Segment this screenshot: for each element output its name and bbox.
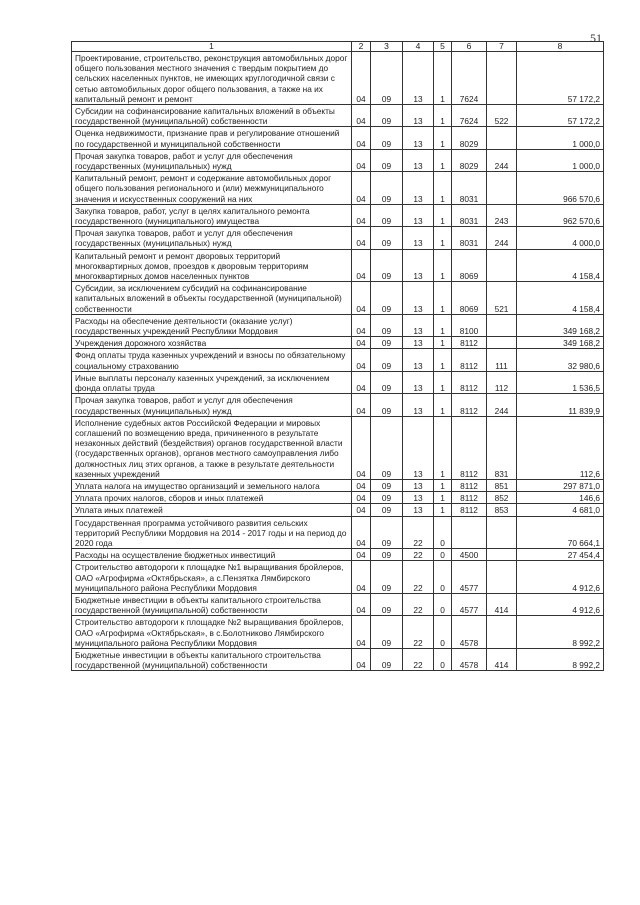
row-code-c7 [487, 616, 517, 649]
row-code-c6: 8031 [452, 227, 487, 249]
row-amount: 4 158,4 [517, 249, 604, 282]
row-code-c2: 04 [352, 416, 371, 479]
row-code-c5: 0 [434, 561, 452, 594]
row-amount: 297 871,0 [517, 479, 604, 491]
row-code-c4: 13 [403, 492, 434, 504]
row-amount: 349 168,2 [517, 314, 604, 336]
row-code-c6: 7624 [452, 105, 487, 127]
table-row [72, 549, 604, 561]
row-description: Фонд оплаты труда казенных учреждений и взносы по обязательному социальному страхованию [72, 349, 352, 371]
row-description: Оценка недвижимости, признание прав и регулирование отношений по государственной и муниципальной собственности [72, 127, 352, 149]
budget-table [71, 41, 604, 671]
row-code-c4: 13 [403, 371, 434, 393]
row-code-c4: 13 [403, 337, 434, 349]
row-amount: 966 570,6 [517, 172, 604, 205]
row-code-c2: 04 [352, 149, 371, 171]
table-row [72, 204, 604, 226]
row-code-c2: 04 [352, 648, 371, 670]
header-cell: 5 [434, 42, 452, 52]
row-code-c4: 22 [403, 648, 434, 670]
row-amount: 8 992,2 [517, 616, 604, 649]
row-code-c3: 09 [371, 616, 403, 649]
row-code-c7 [487, 52, 517, 105]
row-code-c6: 8112 [452, 504, 487, 516]
row-code-c2: 04 [352, 394, 371, 416]
row-code-c3: 09 [371, 371, 403, 393]
row-code-c2: 04 [352, 227, 371, 249]
row-amount: 349 168,2 [517, 337, 604, 349]
row-code-c2: 04 [352, 204, 371, 226]
row-code-c3: 09 [371, 504, 403, 516]
row-code-c5: 0 [434, 648, 452, 670]
row-code-c4: 13 [403, 105, 434, 127]
row-code-c6 [452, 516, 487, 549]
row-code-c7 [487, 516, 517, 549]
row-code-c7: 851 [487, 479, 517, 491]
row-code-c4: 13 [403, 149, 434, 171]
header-cell: 7 [487, 42, 517, 52]
row-code-c5: 1 [434, 127, 452, 149]
row-description: Строительство автодороги к площадке №2 выращивания бройлеров, ОАО «Агрофирма «Октябрьская», в с.Болотниково Лямбирского муниципального района Республики Мордовия [72, 616, 352, 649]
row-code-c5: 1 [434, 282, 452, 315]
table-row [72, 516, 604, 549]
row-code-c4: 13 [403, 349, 434, 371]
row-code-c3: 09 [371, 249, 403, 282]
row-code-c3: 09 [371, 648, 403, 670]
row-amount: 57 172,2 [517, 52, 604, 105]
table-row [72, 648, 604, 670]
row-code-c6: 8112 [452, 349, 487, 371]
row-code-c3: 09 [371, 204, 403, 226]
row-amount: 4 681,0 [517, 504, 604, 516]
row-code-c2: 04 [352, 127, 371, 149]
row-code-c3: 09 [371, 172, 403, 205]
row-code-c5: 1 [434, 149, 452, 171]
row-code-c6: 8100 [452, 314, 487, 336]
row-code-c4: 22 [403, 516, 434, 549]
row-code-c3: 09 [371, 349, 403, 371]
row-code-c3: 09 [371, 416, 403, 479]
row-description: Уплата прочих налогов, сборов и иных платежей [72, 492, 352, 504]
row-code-c6: 8112 [452, 479, 487, 491]
row-amount: 8 992,2 [517, 648, 604, 670]
row-code-c3: 09 [371, 337, 403, 349]
row-code-c6: 8112 [452, 416, 487, 479]
row-amount: 4 000,0 [517, 227, 604, 249]
row-amount: 112,6 [517, 416, 604, 479]
row-code-c2: 04 [352, 282, 371, 315]
row-code-c5: 0 [434, 549, 452, 561]
row-description: Расходы на обеспечение деятельности (оказание услуг) государственных учреждений Республики Мордовия [72, 314, 352, 336]
row-code-c4: 22 [403, 616, 434, 649]
row-code-c7 [487, 172, 517, 205]
header-cell: 1 [72, 42, 352, 52]
table-row [72, 337, 604, 349]
table-row [72, 172, 604, 205]
row-code-c7: 243 [487, 204, 517, 226]
header-cell: 3 [371, 42, 403, 52]
row-code-c5: 0 [434, 616, 452, 649]
row-code-c4: 13 [403, 394, 434, 416]
row-description: Прочая закупка товаров, работ и услуг для обеспечения государственных (муниципальных) нужд [72, 227, 352, 249]
row-code-c3: 09 [371, 314, 403, 336]
row-code-c3: 09 [371, 127, 403, 149]
header-cell: 2 [352, 42, 371, 52]
table-row [72, 371, 604, 393]
row-code-c7: 414 [487, 593, 517, 615]
row-code-c7: 831 [487, 416, 517, 479]
row-code-c2: 04 [352, 105, 371, 127]
table-row [72, 561, 604, 594]
table-row [72, 349, 604, 371]
row-code-c5: 1 [434, 504, 452, 516]
row-code-c6: 7624 [452, 52, 487, 105]
row-code-c6: 8029 [452, 149, 487, 171]
row-code-c2: 04 [352, 52, 371, 105]
row-code-c5: 1 [434, 52, 452, 105]
row-description: Государственная программа устойчивого развития сельских территорий Республики Мордовия на 2014 - 2017 годы и на период до 2020 года [72, 516, 352, 549]
row-amount: 1 000,0 [517, 149, 604, 171]
row-code-c6: 8069 [452, 249, 487, 282]
row-code-c2: 04 [352, 172, 371, 205]
row-amount: 146,6 [517, 492, 604, 504]
row-amount: 4 912,6 [517, 593, 604, 615]
row-code-c5: 1 [434, 227, 452, 249]
table-row [72, 416, 604, 479]
table-row [72, 105, 604, 127]
row-code-c2: 04 [352, 337, 371, 349]
row-code-c2: 04 [352, 371, 371, 393]
row-amount: 1 536,5 [517, 371, 604, 393]
row-code-c6: 4577 [452, 593, 487, 615]
table-row [72, 314, 604, 336]
row-code-c5: 1 [434, 337, 452, 349]
row-code-c4: 13 [403, 227, 434, 249]
row-code-c4: 13 [403, 52, 434, 105]
row-code-c4: 22 [403, 549, 434, 561]
row-amount: 11 839,9 [517, 394, 604, 416]
row-code-c5: 1 [434, 204, 452, 226]
row-code-c5: 1 [434, 371, 452, 393]
row-code-c4: 13 [403, 479, 434, 491]
row-code-c2: 04 [352, 349, 371, 371]
table-row [72, 127, 604, 149]
row-code-c3: 09 [371, 52, 403, 105]
row-amount: 70 664,1 [517, 516, 604, 549]
row-amount: 4 912,6 [517, 561, 604, 594]
row-code-c5: 1 [434, 172, 452, 205]
row-code-c2: 04 [352, 504, 371, 516]
row-code-c6: 4577 [452, 561, 487, 594]
row-code-c5: 0 [434, 593, 452, 615]
header-cell: 6 [452, 42, 487, 52]
row-code-c3: 09 [371, 282, 403, 315]
table-row [72, 52, 604, 105]
row-description: Учреждения дорожного хозяйства [72, 337, 352, 349]
row-description: Бюджетные инвестиции в объекты капитального строительства государственной (муниципальной) собственности [72, 593, 352, 615]
row-code-c2: 04 [352, 593, 371, 615]
row-code-c7 [487, 249, 517, 282]
row-description: Прочая закупка товаров, работ и услуг для обеспечения государственных (муниципальных) нужд [72, 149, 352, 171]
row-code-c4: 13 [403, 416, 434, 479]
row-code-c4: 13 [403, 172, 434, 205]
row-description: Уплата налога на имущество организаций и земельного налога [72, 479, 352, 491]
row-code-c6: 4578 [452, 616, 487, 649]
row-code-c7: 852 [487, 492, 517, 504]
row-amount: 32 980,6 [517, 349, 604, 371]
row-description: Субсидии на софинансирование капитальных вложений в объекты государственной (муниципальной) собственности [72, 105, 352, 127]
row-code-c2: 04 [352, 314, 371, 336]
row-code-c3: 09 [371, 394, 403, 416]
table-row [72, 394, 604, 416]
row-code-c3: 09 [371, 516, 403, 549]
row-description: Исполнение судебных актов Российской Федерации и мировых соглашений по возмещению вреда, причиненного в результате незаконных действий (бездействия) органов государственной власти (государственных органов), органов местного самоуправления либо должностных лиц этих органов, а также в результате деятельности казенных учреждений [72, 416, 352, 479]
table-row [72, 282, 604, 315]
row-code-c7 [487, 549, 517, 561]
row-code-c5: 1 [434, 492, 452, 504]
row-code-c6: 4500 [452, 549, 487, 561]
row-description: Бюджетные инвестиции в объекты капитального строительства государственной (муниципальной) собственности [72, 648, 352, 670]
row-description: Субсидии, за исключением субсидий на софинансирование капитальных вложений в объекты государственной (муниципальной) собственности [72, 282, 352, 315]
row-code-c6: 8112 [452, 492, 487, 504]
row-amount: 962 570,6 [517, 204, 604, 226]
row-code-c7: 112 [487, 371, 517, 393]
row-code-c7: 853 [487, 504, 517, 516]
row-code-c2: 04 [352, 549, 371, 561]
table-row [72, 149, 604, 171]
row-description: Расходы на осуществление бюджетных инвестиций [72, 549, 352, 561]
table-row [72, 593, 604, 615]
row-code-c4: 13 [403, 204, 434, 226]
row-amount: 1 000,0 [517, 127, 604, 149]
row-description: Проектирование, строительство, реконструкция автомобильных дорог общего пользования местного значения с твердым покрытием до сельских населенных пунктов, не имеющих круглогодичной связи с сетью автомобильных дорог общего пользования, а также на их капитальный ремонт и ремонт [72, 52, 352, 105]
row-code-c7 [487, 314, 517, 336]
row-code-c3: 09 [371, 479, 403, 491]
row-code-c5: 1 [434, 249, 452, 282]
row-code-c2: 04 [352, 479, 371, 491]
row-code-c6: 8112 [452, 394, 487, 416]
row-code-c4: 22 [403, 593, 434, 615]
row-code-c6: 8031 [452, 172, 487, 205]
row-description: Прочая закупка товаров, работ и услуг для обеспечения государственных (муниципальных) нужд [72, 394, 352, 416]
row-code-c5: 1 [434, 479, 452, 491]
row-code-c4: 13 [403, 282, 434, 315]
table-row [72, 479, 604, 491]
row-code-c3: 09 [371, 593, 403, 615]
row-code-c7: 244 [487, 394, 517, 416]
row-code-c3: 09 [371, 561, 403, 594]
row-code-c5: 1 [434, 394, 452, 416]
row-code-c3: 09 [371, 227, 403, 249]
header-cell: 8 [517, 42, 604, 52]
row-amount: 57 172,2 [517, 105, 604, 127]
row-code-c7: 244 [487, 227, 517, 249]
row-code-c7: 414 [487, 648, 517, 670]
row-code-c7: 244 [487, 149, 517, 171]
table-row [72, 227, 604, 249]
row-amount: 27 454,4 [517, 549, 604, 561]
header-cell: 4 [403, 42, 434, 52]
row-code-c6: 8069 [452, 282, 487, 315]
row-code-c5: 1 [434, 105, 452, 127]
table-row [72, 249, 604, 282]
row-code-c2: 04 [352, 516, 371, 549]
row-code-c3: 09 [371, 549, 403, 561]
row-description: Иные выплаты персоналу казенных учреждений, за исключением фонда оплаты труда [72, 371, 352, 393]
row-code-c2: 04 [352, 492, 371, 504]
row-code-c3: 09 [371, 149, 403, 171]
row-code-c7 [487, 127, 517, 149]
row-description: Капитальный ремонт и ремонт дворовых территорий многоквартирных домов, проездов к дворовым территориям многоквартирных домов населенных пунктов [72, 249, 352, 282]
row-code-c6: 8112 [452, 337, 487, 349]
row-code-c5: 0 [434, 516, 452, 549]
table-row [72, 504, 604, 516]
row-code-c5: 1 [434, 349, 452, 371]
row-code-c4: 13 [403, 314, 434, 336]
row-code-c4: 22 [403, 561, 434, 594]
row-code-c3: 09 [371, 105, 403, 127]
row-code-c7 [487, 337, 517, 349]
row-code-c4: 13 [403, 127, 434, 149]
page-number: 51 [590, 31, 602, 45]
table-row [72, 616, 604, 649]
row-description: Уплата иных платежей [72, 504, 352, 516]
row-code-c6: 8112 [452, 371, 487, 393]
row-description: Строительство автодороги к площадке №1 выращивания бройлеров, ОАО «Агрофирма «Октябрьская», а с.Пензятка Лямбирского муниципального района Республики Мордовия [72, 561, 352, 594]
row-code-c2: 04 [352, 249, 371, 282]
row-amount: 4 158,4 [517, 282, 604, 315]
row-code-c2: 04 [352, 561, 371, 594]
header-row [72, 42, 604, 52]
row-code-c5: 1 [434, 314, 452, 336]
row-code-c2: 04 [352, 616, 371, 649]
row-code-c7: 521 [487, 282, 517, 315]
row-description: Капитальный ремонт, ремонт и содержание автомобильных дорог общего пользования регионального и (или) межмуниципального значения и искусственных сооружений на них [72, 172, 352, 205]
row-code-c6: 8031 [452, 204, 487, 226]
row-code-c7: 522 [487, 105, 517, 127]
row-code-c6: 4578 [452, 648, 487, 670]
row-code-c7 [487, 561, 517, 594]
row-description: Закупка товаров, работ, услуг в целях капитального ремонта государственного (муниципального) имущества [72, 204, 352, 226]
row-code-c4: 13 [403, 249, 434, 282]
row-code-c5: 1 [434, 416, 452, 479]
row-code-c7: 111 [487, 349, 517, 371]
table-row [72, 492, 604, 504]
row-code-c3: 09 [371, 492, 403, 504]
row-code-c4: 13 [403, 504, 434, 516]
row-code-c6: 8029 [452, 127, 487, 149]
